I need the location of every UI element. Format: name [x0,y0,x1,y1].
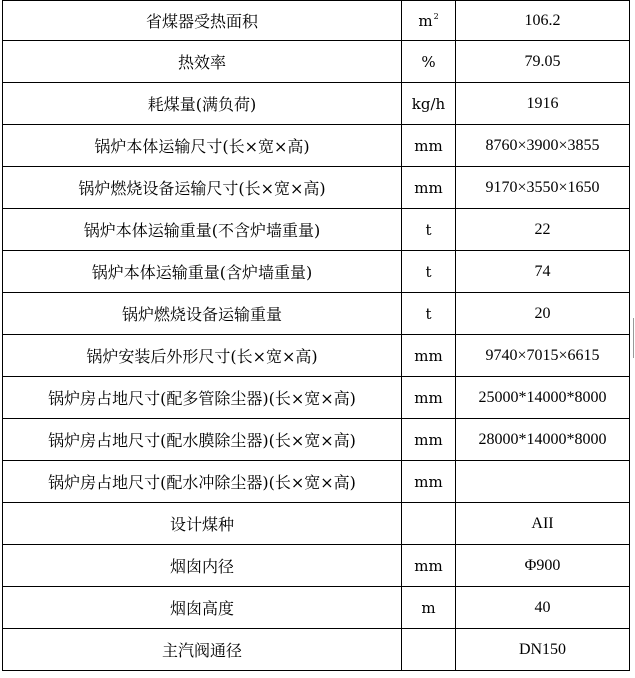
param-name: 省煤器受热面积 [3,1,402,41]
param-value: 106.2 [456,1,630,41]
param-value: AII [456,503,630,545]
param-unit: mm [402,125,456,167]
param-value: 20 [456,293,630,335]
table-row [3,461,630,503]
unit-text: m [418,11,433,30]
param-name: 热效率 [3,41,402,83]
param-name: 锅炉本体运输重量(含炉墙重量) [3,251,402,293]
param-unit: % [402,41,456,83]
param-value: 9740×7015×6615 [456,335,630,377]
param-unit: mm [402,461,456,503]
table-row [3,209,630,251]
param-name: 锅炉房占地尺寸(配水冲除尘器)(长×宽×高) [3,461,402,503]
param-unit: mm [402,167,456,209]
param-name: 耗煤量(满负荷) [3,83,402,125]
param-name: 烟囱内径 [3,545,402,587]
param-value: Φ900 [456,545,630,587]
param-name: 设计煤种 [3,503,402,545]
param-unit: mm [402,377,456,419]
table-row [3,503,630,545]
page-edge-divider [633,318,634,358]
param-value [456,461,630,503]
param-name: 锅炉燃烧设备运输尺寸(长×宽×高) [3,167,402,209]
param-unit: kg/h [402,83,456,125]
param-name: 锅炉本体运输尺寸(长×宽×高) [3,125,402,167]
param-value: 9170×3550×1650 [456,167,630,209]
boiler-spec-table [2,0,630,671]
table-row [3,83,630,125]
table-row [3,125,630,167]
param-unit: mm [402,335,456,377]
param-value: 28000*14000*8000 [456,419,630,461]
param-value: DN150 [456,629,630,671]
param-unit: t [402,209,456,251]
param-unit: t [402,293,456,335]
param-value: 8760×3900×3855 [456,125,630,167]
param-name: 锅炉燃烧设备运输重量 [3,293,402,335]
table-row [3,167,630,209]
table-row [3,1,630,41]
param-name: 锅炉房占地尺寸(配多管除尘器)(长×宽×高) [3,377,402,419]
table-row [3,545,630,587]
table-row [3,419,630,461]
param-name: 锅炉安装后外形尺寸(长×宽×高) [3,335,402,377]
param-value: 25000*14000*8000 [456,377,630,419]
table-row [3,629,630,671]
table-row [3,41,630,83]
param-unit: mm [402,419,456,461]
table-row [3,377,630,419]
table-row [3,335,630,377]
param-unit [402,1,456,41]
param-value: 40 [456,587,630,629]
param-unit: t [402,251,456,293]
table-row [3,251,630,293]
param-unit: mm [402,545,456,587]
param-value: 1916 [456,83,630,125]
param-unit [402,629,456,671]
param-value: 22 [456,209,630,251]
table-row [3,587,630,629]
param-unit [402,503,456,545]
param-name: 烟囱高度 [3,587,402,629]
param-name: 主汽阀通径 [3,629,402,671]
param-unit: m [402,587,456,629]
param-name: 锅炉房占地尺寸(配水膜除尘器)(长×宽×高) [3,419,402,461]
unit-superscript: 2 [433,11,439,21]
table-row [3,293,630,335]
param-value: 79.05 [456,41,630,83]
param-value: 74 [456,251,630,293]
param-name: 锅炉本体运输重量(不含炉墙重量) [3,209,402,251]
